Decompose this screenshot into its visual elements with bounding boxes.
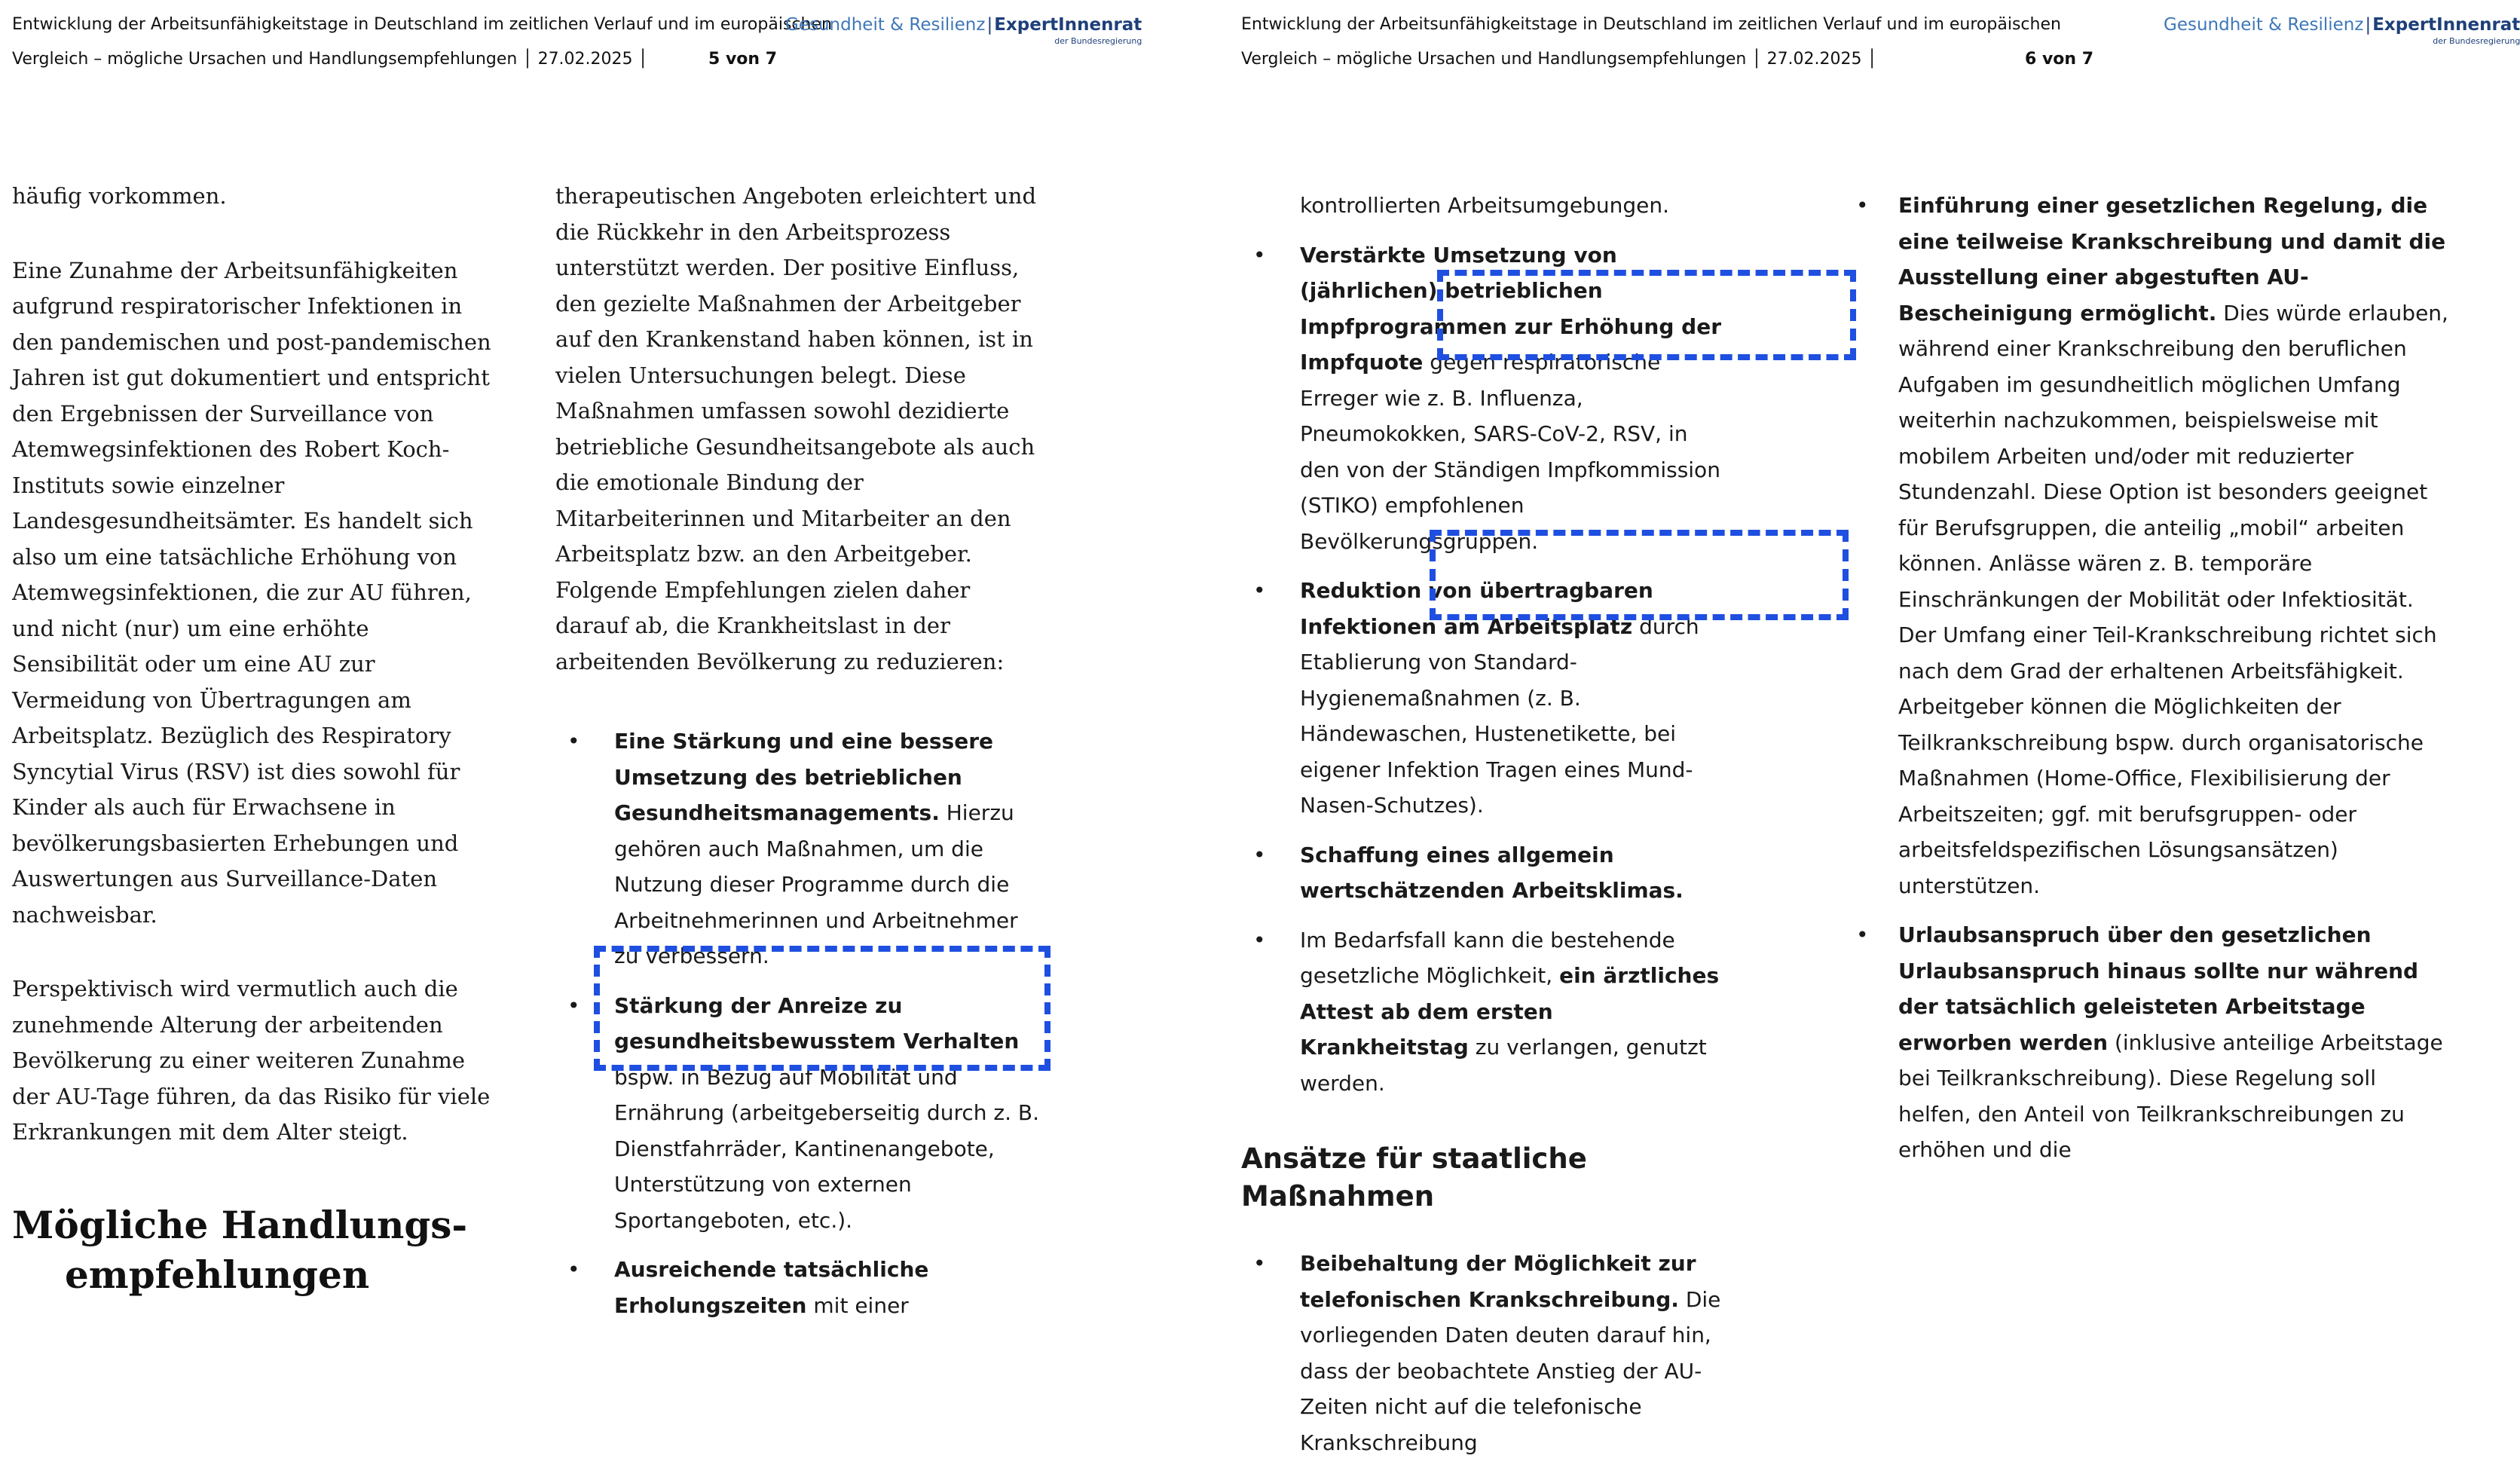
list-item-bold: Verstärkte Umsetzung von (jährlichen) betrieblichen Impfprogrammen zur Erhöhung der Impfquote — [1300, 242, 1722, 375]
document-page-5 — [0, 0, 1229, 1318]
logo-text-bold: ExpertInnenrat — [994, 15, 1142, 35]
list-item — [1241, 1246, 1723, 1460]
section-heading-line1: Mögliche Handlungs- — [12, 1202, 468, 1247]
state-measures-list-cont — [1844, 188, 2451, 1168]
list-item-bold: ein ärztliches Attest ab dem ersten Krankheitstag — [1300, 963, 1720, 1060]
list-item-text: bspw. in Bezug auf Mobilität und Ernährung (arbeitgeberseitig durch z. B. Dienstfahrräder, Kantinenangebote, Unterstützung von externen Sportangeboten, etc.). — [614, 1064, 1039, 1233]
left-column — [1241, 188, 1723, 1474]
list-item — [1241, 837, 1723, 909]
state-measures-list — [1241, 1246, 1723, 1460]
logo-subtitle: der Bundesregierung — [1054, 36, 1142, 46]
list-item — [1844, 917, 2451, 1168]
list-item-text: zu verlangen, genutzt werden. — [1300, 1035, 1707, 1096]
list-item-bold: Beibehaltung der Möglichkeit zur telefonischen Krankschreibung. — [1300, 1251, 1696, 1312]
list-item-text: gegen respiratorische Erreger wie z. B. Influenza, Pneumokokken, SARS-CoV-2, RSV, in den von der Ständigen Impfkommission (STIKO) empfohlenen Bevölkerungsgruppen. — [1300, 350, 1720, 554]
page-header — [1241, 15, 2289, 75]
paragraph: therapeutischen Angeboten erleichtert und die Rückkehr in den Arbeitsprozess unterstützt werden. Der positive Einfluss, den gezielte Maßnahmen der Arbeitgeber auf den Krankenstand haben können, ist in vielen Untersuchungen belegt. Diese Maßnahmen umfassen sowohl dezidierte betriebliche Gesundheitsangebote als auch die emotionale Bindung der Mitarbeiterinnen und Mitarbeiter an den Arbeitsplatz bzw. an den Arbeitgeber. Folgende Empfehlungen zielen daher darauf ab, die Krankheitslast in der arbeitenden Bevölkerung zu reduzieren: — [555, 183, 1037, 674]
list-item-text: mit einer — [806, 1292, 909, 1318]
right-column — [1844, 188, 2451, 1182]
list-item-bold: Urlaubsanspruch über den gesetzlichen Urlaubsanspruch hinaus sollte nur während der tatsächlich geleisteten Arbeitstage erworben werden — [1898, 922, 2419, 1055]
header-title-line2: Vergleich – mögliche Ursachen und Handlungsempfehlungen │ 27.02.2025 │ — [1241, 50, 1877, 69]
page-number: 6 von 7 — [2025, 50, 2094, 69]
list-item-bold: Ausreichende tatsächliche Erholungszeiten — [614, 1257, 929, 1318]
recommendation-list — [1241, 237, 1723, 1102]
logo-separator: | — [2365, 15, 2372, 35]
list-continuation: kontrollierten Arbeitsumgebungen. — [1300, 193, 1669, 218]
list-item — [1241, 237, 1723, 560]
logo-separator: | — [986, 15, 993, 35]
logo-text-main: Gesundheit & Resilienz — [2164, 15, 2364, 35]
logo-text-bold: ExpertInnenrat — [2372, 15, 2520, 35]
list-item-text: (inklusive anteilige Arbeitstage bei Teilkrankschreibung). Diese Regelung soll helfen, den Anteil von Teilkrankschreibungen zu erhöhen und die — [1898, 1029, 2443, 1162]
logo-subtitle: der Bundesregierung — [2433, 36, 2520, 46]
list-item-text: Hierzu gehören auch Maßnahmen, um die Nutzung dieser Programme durch die Arbeitnehmerinnen und Arbeitnehmer zu verbessern. — [614, 800, 1018, 968]
header-title-line2: Vergleich – mögliche Ursachen und Handlungsempfehlungen │ 27.02.2025 │ — [12, 50, 648, 69]
list-item — [555, 1252, 1045, 1323]
right-column — [555, 179, 1045, 1337]
recommendation-list — [555, 723, 1045, 1323]
expertinnenrat-logo — [785, 15, 1142, 46]
paragraph: Eine Zunahme der Arbeitsunfähigkeiten aufgrund respiratorischer Infektionen in den pandemischen und post-pandemischen Jahren ist gut dokumentiert und entspricht den Ergebnissen der Surveillance von Atemwegsinfektionen des Robert Koch-Instituts sowie einzelner Landesgesundheitsämter. Es handelt sich also um eine tatsächliche Erhöhung von Atemwegsinfektionen, die zur AU führen, und nicht (nur) um eine erhöhte Sensibilität oder um eine AU zur Vermeidung von Übertragungen am Arbeitsplatz. Bezüglich des Respiratory Syncytial Virus (RSV) ist dies sowohl für Kinder als auch für Erwachsene in bevölkerungsbasierten Erhebungen und Auswertungen aus Surveillance-Daten nachweisbar. — [12, 257, 491, 928]
list-item — [1844, 188, 2451, 904]
paragraph: häufig vorkommen. — [12, 183, 227, 209]
list-item — [1241, 922, 1723, 1102]
list-item — [555, 723, 1045, 974]
paragraph: Perspektivisch wird vermutlich auch die zunehmende Alterung der arbeitenden Bevölkerung zu einer weiteren Zunahme der AU-Tage führen, da das Risiko für viele Erkrankungen mit dem Alter steigt. — [12, 976, 491, 1145]
logo-text-main: Gesundheit & Resilienz — [785, 15, 986, 35]
section-heading — [12, 1200, 494, 1300]
list-item-text: Im Bedarfsfall kann die bestehende gesetzliche Möglichkeit, — [1300, 927, 1675, 988]
section-heading-line2: empfehlungen — [65, 1252, 370, 1297]
list-item-bold: Schaffung eines allgemein wertschätzenden Arbeitsklimas. — [1300, 842, 1684, 903]
left-column — [12, 179, 494, 1300]
list-item-text: durch Etablierung von Standard-Hygienemaßnahmen (z. B. Händewaschen, Hustenetikette, bei eigener Infektion Tragen eines Mund-Nasen-Schutzes). — [1300, 613, 1699, 818]
list-item — [555, 988, 1045, 1239]
document-page-6 — [1229, 0, 2520, 1455]
list-item-bold: Einführung einer gesetzlichen Regelung, die eine teilweise Krankschreibung und damit die Ausstellung einer abgestuften AU-Bescheinigung ermöglicht. — [1898, 193, 2446, 326]
list-item-text: Dies würde erlauben, während einer Krankschreibung den beruflichen Aufgaben im gesundheitlich möglichen Umfang weiterhin nachzukommen, beispielsweise mit mobilem Arbeiten und/oder mit reduzierter Stundenzahl. Diese Option ist besonders geeignet für Berufsgruppen, die anteilig „mobil“ arbeiten können. Anlässe wären z. B. temporäre Einschränkungen der Mobilität oder Infektiosität. Der Umfang einer Teil-Krankschreibung richtet sich nach dem Grad der erhaltenen Arbeitsfähigkeit. Arbeitgeber können die Möglichkeiten der Teilkrankschreibung bspw. durch organisatorische Maßnahmen (Home-Office, Flexibilisierung der Arbeitszeiten; ggf. mit berufsgruppen- oder arbeitsfeldspezifischen Lösungsansätzen) unterstützen. — [1898, 300, 2448, 898]
list-item-text: Die vorliegenden Daten deuten darauf hin, dass der beobachtete Anstieg der AU-Zeiten nicht auf die telefonische Krankschreibung — [1300, 1286, 1721, 1455]
header-title-line1: Entwicklung der Arbeitsunfähigkeitstage in Deutschland im zeitlichen Verlauf und im europäischen — [1241, 15, 2061, 34]
page-number: 5 von 7 — [708, 50, 778, 69]
header-title-line1: Entwicklung der Arbeitsunfähigkeitstage in Deutschland im zeitlichen Verlauf und im europäischen — [12, 15, 832, 34]
expertinnenrat-logo — [2164, 15, 2520, 46]
list-item-bold: Reduktion von übertragbaren Infektionen am Arbeitsplatz — [1300, 578, 1653, 639]
list-item-bold: Eine Stärkung und eine bessere Umsetzung des betrieblichen Gesundheitsmanagements. — [614, 729, 994, 825]
section-heading: Ansätze für staatliche Maßnahmen — [1241, 1142, 1587, 1213]
list-item — [1241, 573, 1723, 824]
list-item-bold: Stärkung der Anreize zu gesundheitsbewusstem Verhalten — [614, 992, 1020, 1054]
